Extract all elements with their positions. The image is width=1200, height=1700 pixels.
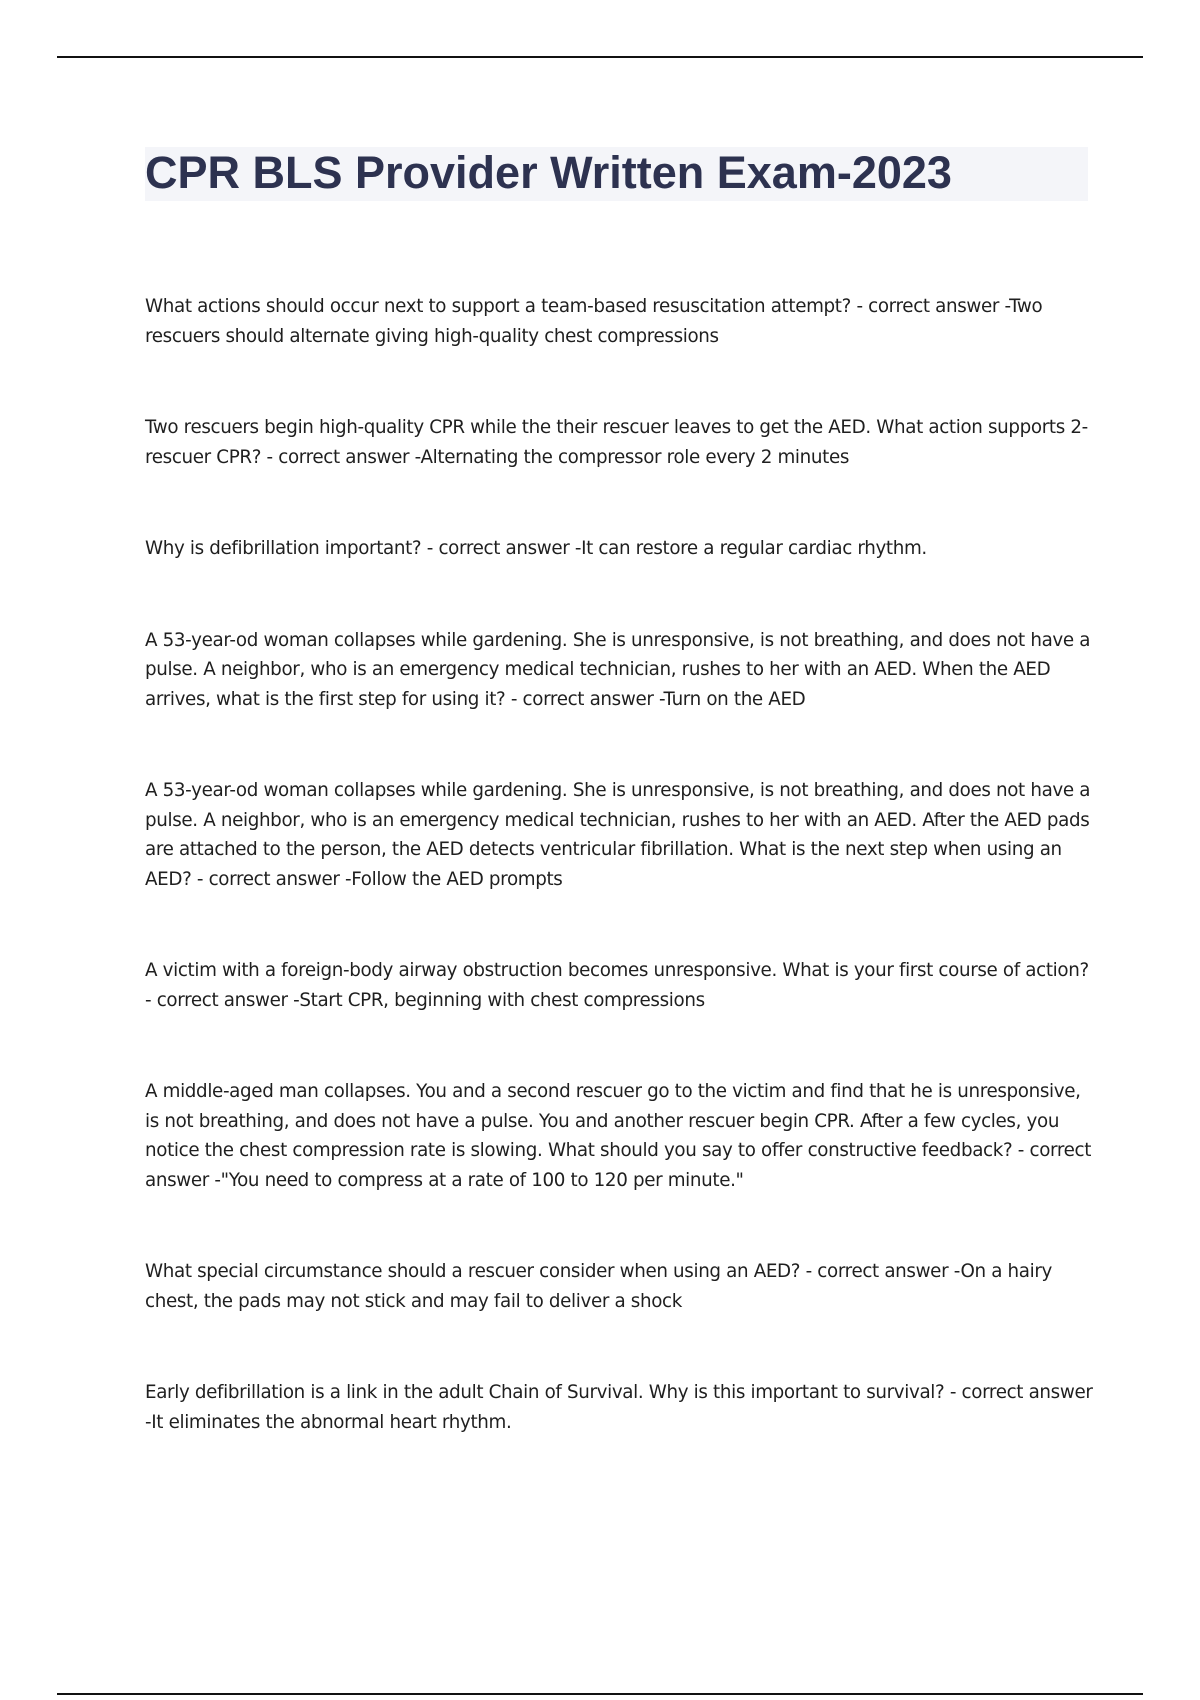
- qa-item: A 53-year-od woman collapses while gardening. She is unresponsive, is not breathing, and does not have a pulse. A neighbor, who is an emergency medical technician, rushes to her with an AED. After the AED pads are attached to the person, the AED detects ventricular fibrillation. What is the next step when using an AED? - correct answer -Follow the AED prompts: [145, 780, 1091, 890]
- qa-item: Two rescuers begin high-quality CPR while the their rescuer leaves to get the AED. What action supports 2-rescuer CPR? - correct answer -Alternating the compressor role every 2 minutes: [145, 417, 1088, 468]
- qa-item: Early defibrillation is a link in the adult Chain of Survival. Why is this important to survival? - correct answer -It eliminates the abnormal heart rhythm.: [145, 1382, 1093, 1433]
- qa-item: A 53-year-od woman collapses while gardening. She is unresponsive, is not breathing, and does not have a pulse. A neighbor, who is an emergency medical technician, rushes to her with an AED. When the AED arrives, what is the first step for using it? - correct answer -Turn on the AED: [145, 629, 1091, 710]
- question-answer-list: [145, 292, 1095, 1499]
- document-title: CPR BLS Provider Written Exam-2023: [145, 147, 952, 198]
- header-rule: [57, 56, 1143, 58]
- qa-item: Why is defibrillation important? - correct answer -It can restore a regular cardiac rhythm.: [145, 538, 927, 559]
- qa-item: A victim with a foreign-body airway obstruction becomes unresponsive. What is your first course of action? - correct answer -Start CPR, beginning with chest compressions: [145, 960, 1089, 1011]
- qa-item: What actions should occur next to support a team-based resuscitation attempt? - correct answer -Two rescuers should alternate giving high-quality chest compressions: [145, 296, 1043, 347]
- footer-rule: [57, 1693, 1143, 1695]
- qa-item: What special circumstance should a rescuer consider when using an AED? - correct answer -On a hairy chest, the pads may not stick and may fail to deliver a shock: [145, 1261, 1052, 1312]
- qa-item: A middle-aged man collapses. You and a second rescuer go to the victim and find that he is unresponsive, is not breathing, and does not have a pulse. You and another rescuer begin CPR. After a few cycles, you notice the chest compression rate is slowing. What should you say to offer constructive feedback? - correct answer -"You need to compress at a rate of 100 to 120 per minute.": [145, 1081, 1092, 1191]
